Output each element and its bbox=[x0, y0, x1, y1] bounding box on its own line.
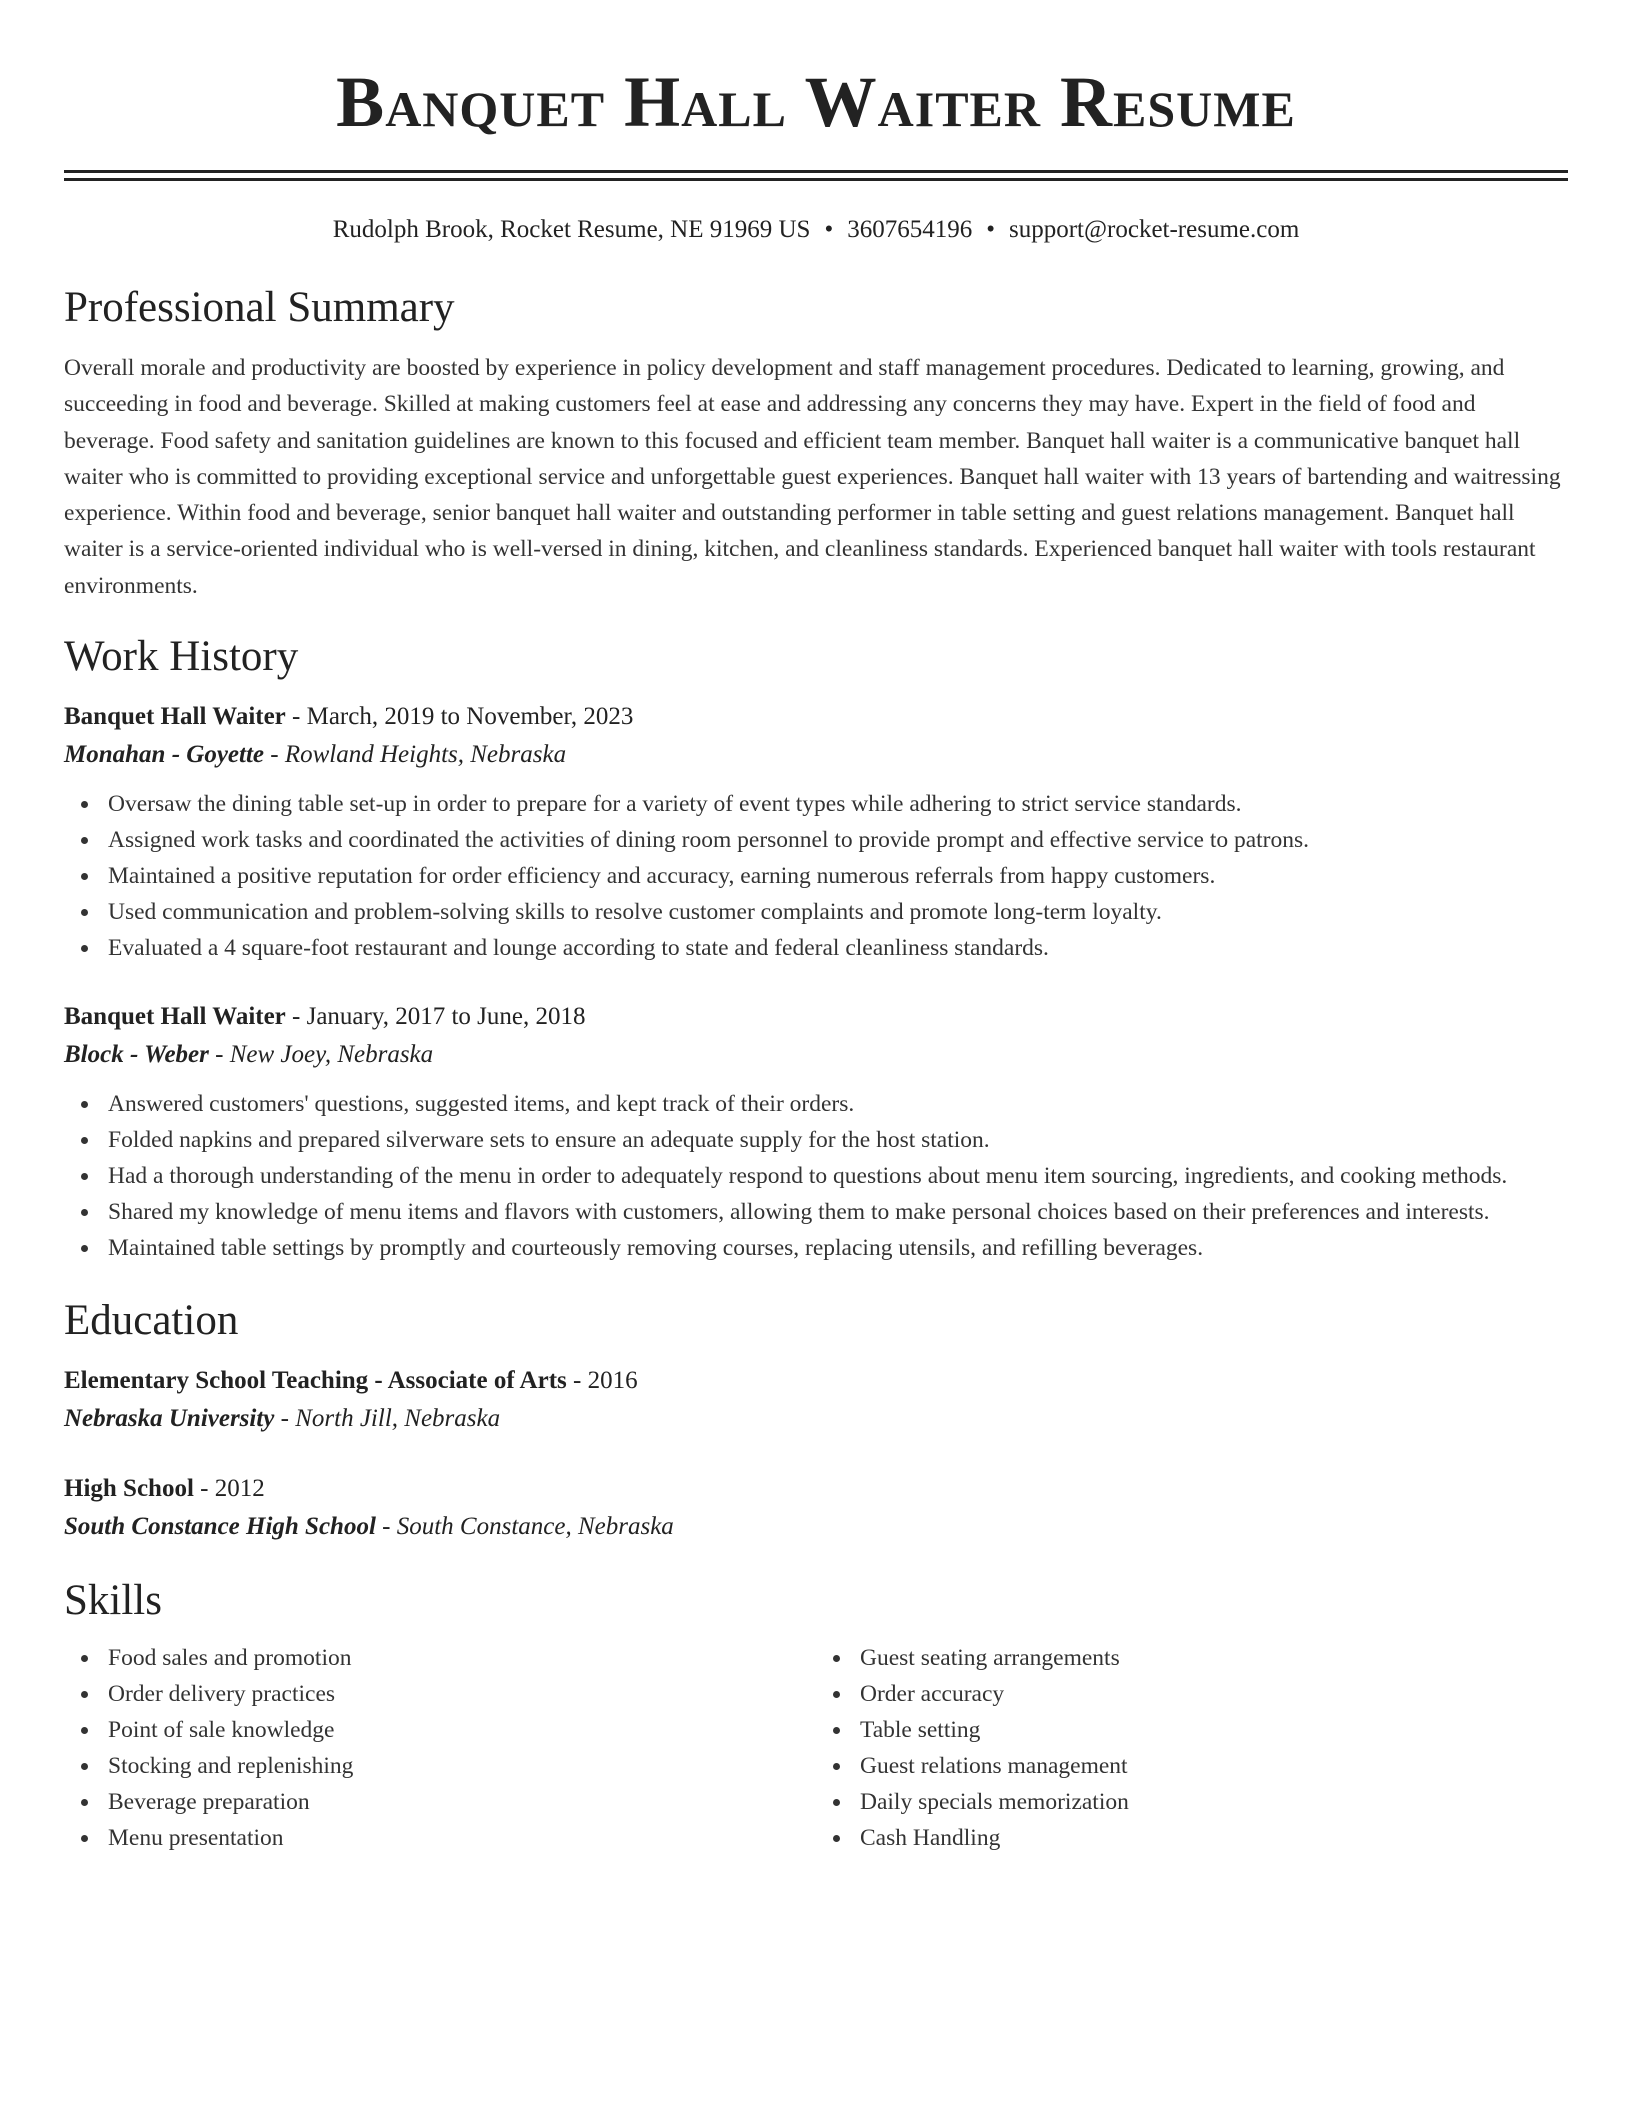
job-title-line bbox=[64, 998, 1568, 1036]
resume-page bbox=[64, 0, 1568, 1856]
degree-name: Elementary School Teaching - Associate of Arts bbox=[64, 1367, 567, 1395]
resume-title: Banquet Hall Waiter Resume bbox=[336, 62, 1296, 142]
job-company: Monahan - Goyette bbox=[64, 741, 264, 769]
job-title: Banquet Hall Waiter bbox=[64, 703, 286, 731]
degree-line bbox=[64, 1470, 1568, 1508]
skill-item: Food sales and promotion bbox=[108, 1640, 816, 1676]
degree-year: - 2016 bbox=[566, 1367, 638, 1395]
list-item: Had a thorough understanding of the menu in order to adequately respond to questions about menu item sourcing, ingredients, and cooking methods. bbox=[108, 1158, 1568, 1194]
school-name: Nebraska University bbox=[64, 1405, 275, 1433]
summary-heading: Professional Summary bbox=[64, 284, 455, 331]
education-entry bbox=[64, 1362, 1568, 1438]
skill-item: Point of sale knowledge bbox=[108, 1712, 816, 1748]
job-company: Block - Weber bbox=[64, 1041, 209, 1069]
list-item: Oversaw the dining table set-up in order to prepare for a variety of event types while adhering to strict service standards. bbox=[108, 786, 1568, 822]
skill-item: Daily specials memorization bbox=[860, 1784, 1568, 1820]
skills-column-left bbox=[64, 1640, 816, 1856]
skill-item: Guest relations management bbox=[860, 1748, 1568, 1784]
skill-item: Guest seating arrangements bbox=[860, 1640, 1568, 1676]
skill-item: Menu presentation bbox=[108, 1820, 816, 1856]
job-dates: - January, 2017 to June, 2018 bbox=[285, 1003, 586, 1031]
education-heading: Education bbox=[64, 1297, 239, 1345]
work-history-heading: Work History bbox=[64, 633, 299, 681]
education-entry bbox=[64, 1470, 1568, 1546]
job-title-line bbox=[64, 698, 1568, 736]
skills-heading: Skills bbox=[64, 1577, 162, 1625]
contact-address: Rudolph Brook, Rocket Resume, NE 91969 US bbox=[332, 216, 811, 243]
list-item: Used communication and problem-solving skills to resolve customer complaints and promote long-term loyalty. bbox=[108, 894, 1568, 930]
list-item: Assigned work tasks and coordinated the activities of dining room personnel to provide prompt and effective service to patrons. bbox=[108, 822, 1568, 858]
skills-column-right bbox=[816, 1640, 1568, 1856]
job-company-line bbox=[64, 1036, 1568, 1074]
job-company-line bbox=[64, 736, 1568, 774]
skill-item: Beverage preparation bbox=[108, 1784, 816, 1820]
contact-separator: • bbox=[824, 216, 834, 243]
job-dates: - March, 2019 to November, 2023 bbox=[285, 703, 634, 731]
skill-item: Cash Handling bbox=[860, 1820, 1568, 1856]
skills-grid bbox=[64, 1640, 1568, 1856]
school-name: South Constance High School bbox=[64, 1513, 376, 1541]
contact-email: support@rocket-resume.com bbox=[1009, 216, 1300, 243]
list-item: Maintained table settings by promptly and courteously removing courses, replacing utensils, and refilling beverages. bbox=[108, 1230, 1568, 1266]
title-divider-top bbox=[64, 170, 1568, 173]
job-title: Banquet Hall Waiter bbox=[64, 1003, 286, 1031]
contact-separator: • bbox=[986, 216, 995, 243]
job-location: - Rowland Heights, Nebraska bbox=[264, 741, 567, 769]
contact-phone: 3607654196 bbox=[847, 216, 973, 243]
degree-year: - 2012 bbox=[193, 1475, 265, 1503]
skill-item: Order delivery practices bbox=[108, 1676, 816, 1712]
list-item: Folded napkins and prepared silverware sets to ensure an adequate supply for the host station. bbox=[108, 1122, 1568, 1158]
title-divider-bottom bbox=[64, 178, 1568, 181]
job-bullets bbox=[64, 1086, 1568, 1266]
skill-item: Table setting bbox=[860, 1712, 1568, 1748]
degree-name: High School bbox=[64, 1475, 194, 1503]
skill-item: Order accuracy bbox=[860, 1676, 1568, 1712]
job-location: - New Joey, Nebraska bbox=[208, 1041, 434, 1069]
contact-line bbox=[64, 215, 1568, 245]
list-item: Maintained a positive reputation for order efficiency and accuracy, earning numerous referrals from happy customers. bbox=[108, 858, 1568, 894]
list-item: Answered customers' questions, suggested items, and kept track of their orders. bbox=[108, 1086, 1568, 1122]
school-line bbox=[64, 1508, 1568, 1546]
school-location: - South Constance, Nebraska bbox=[375, 1513, 674, 1541]
job-entry bbox=[64, 998, 1568, 1266]
list-item: Shared my knowledge of menu items and flavors with customers, allowing them to make personal choices based on their preferences and interests. bbox=[108, 1194, 1568, 1230]
school-line bbox=[64, 1400, 1568, 1438]
job-bullets bbox=[64, 786, 1568, 966]
list-item: Evaluated a 4 square-foot restaurant and lounge according to state and federal cleanliness standards. bbox=[108, 930, 1568, 966]
summary-text: Overall morale and productivity are boosted by experience in policy development and staff management procedures. Dedicated to learning, growing, and succeeding in food and beverage. Skilled at making customers feel at ease and addressing any concerns they may have. Expert in the field of food and beverage. Food safety and sanitation guidelines are known to this focused and efficient team member. Banquet hall waiter is a communicative banquet hall waiter who is committed to providing exceptional service and unforgettable guest experiences. Banquet hall waiter with 13 years of bartending and waitressing experience. Within food and beverage, senior banquet hall waiter and outstanding performer in table setting and guest relations management. Banquet hall waiter is a service-oriented individual who is well-versed in dining, kitchen, and cleanliness standards. Experienced banquet hall waiter with tools restaurant environments. bbox=[64, 355, 1561, 599]
job-entry bbox=[64, 698, 1568, 966]
degree-line bbox=[64, 1362, 1568, 1400]
school-location: - North Jill, Nebraska bbox=[274, 1405, 501, 1433]
skill-item: Stocking and replenishing bbox=[108, 1748, 816, 1784]
